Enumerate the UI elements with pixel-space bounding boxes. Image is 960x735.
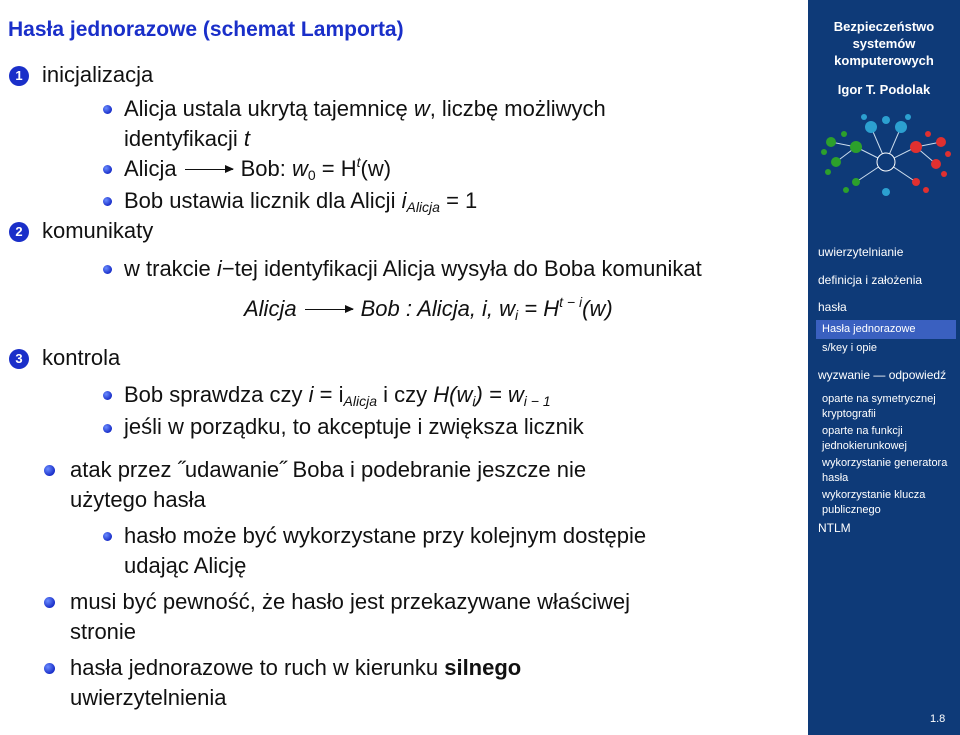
bullet-icon	[44, 663, 55, 674]
section-number-1: 1	[9, 66, 29, 86]
bullet-secret: Alicja ustala ukrytą tajemnicę w, liczbę możliwych	[124, 96, 606, 121]
nav-hasla[interactable]: hasła	[818, 300, 847, 314]
nav-sub-key-2[interactable]: publicznego	[822, 504, 881, 516]
section-label-1: inicjalizacja	[42, 62, 154, 87]
sidebar-title-3: komputerowych	[834, 53, 934, 68]
sidebar-title-2: systemów	[852, 36, 916, 51]
slide-title: Hasła jednorazowe (schemat Lamporta)	[8, 18, 404, 41]
bullet-attack-cont: użytego hasła	[70, 487, 206, 512]
bullet-counter: Bob ustawia licznik dla Alicji iAlicja = 1	[124, 188, 478, 215]
bullet-strong-auth-cont: uwierzytelnienia	[70, 685, 227, 710]
bullet-icon	[44, 465, 55, 476]
bullet-icon	[103, 265, 112, 274]
bullet-strong-auth: hasła jednorazowe to ruch w kierunku silnego	[70, 655, 522, 680]
bullet-icon	[103, 391, 112, 400]
bullet-certainty-cont: stronie	[70, 619, 137, 644]
section-number-2: 2	[9, 222, 29, 242]
bullet-attack: atak przez ˝udawanie˝ Boba i podebranie jeszcze nie	[70, 457, 587, 482]
bullet-reuse: hasło może być wykorzystane przy kolejnym dostępie	[124, 523, 647, 548]
nav-hasla-jednorazowe[interactable]: Hasła jednorazowe	[822, 323, 916, 335]
bullet-certainty: musi być pewność, że hasło jest przekazywane właściwej	[70, 589, 631, 614]
arrow-icon	[305, 309, 353, 310]
bullet-icon	[103, 532, 112, 541]
bullet-icon	[103, 424, 112, 433]
nav-sub-gen-1[interactable]: wykorzystanie generatora	[822, 457, 948, 469]
section-number-3: 3	[9, 349, 29, 369]
nav-uwierzytelnianie[interactable]: uwierzytelnianie	[818, 245, 904, 259]
sidebar-title-1: Bezpieczeństwo	[833, 19, 935, 34]
bullet-reuse-cont: udając Alicję	[124, 553, 247, 578]
nav-wyzwanie[interactable]: wyzwanie — odpowiedź	[818, 368, 947, 382]
nav-skey[interactable]: s/key i opie	[822, 342, 878, 354]
nav-sub-func-1[interactable]: oparte na funkcji	[822, 425, 903, 437]
bullet-icon	[103, 197, 112, 206]
nav-sub-key-1[interactable]: wykorzystanie klucza	[822, 489, 926, 501]
bullet-alice-bob: Alicja Bob: $w0 = H^t(w)$	[124, 154, 392, 183]
bullet-check: Bob sprawdza czy i = iAlicja i czy H(wi) = wi − 1	[124, 382, 551, 409]
nav-sub-gen-2[interactable]: hasła	[822, 472, 849, 484]
section-label-3: kontrola	[42, 345, 121, 370]
nav-sub-func-2[interactable]: jednokierunkowej	[822, 440, 907, 452]
nav-sub-sym-1[interactable]: oparte na symetrycznej	[822, 393, 936, 405]
bullet-accept: jeśli w porządku, to akceptuje i zwiększa licznik	[124, 414, 584, 439]
nav-ntlm[interactable]: NTLM	[818, 521, 851, 535]
bullet-icon	[103, 165, 112, 174]
page-number: 1.8	[930, 713, 946, 725]
section-label-2: komunikaty	[42, 218, 154, 243]
bullet-identification: w trakcie i−tej identyfikacji Alicja wysyła do Boba komunikat	[124, 256, 702, 281]
bullet-icon	[103, 105, 112, 114]
formula-message: Alicja Bob : Alicja, i, wi = $H^{t - i}(w)$	[244, 294, 613, 323]
arrow-icon	[185, 169, 233, 170]
bullet-icon	[44, 597, 55, 608]
sidebar	[808, 0, 960, 735]
sidebar-author: Igor T. Podolak	[837, 82, 931, 97]
nav-sub-sym-2[interactable]: kryptografii	[822, 408, 876, 420]
logo-tree-icon	[816, 112, 956, 207]
bullet-secret-cont: identyfikacji t	[124, 126, 250, 151]
nav-definicja[interactable]: definicja i założenia	[818, 273, 923, 287]
